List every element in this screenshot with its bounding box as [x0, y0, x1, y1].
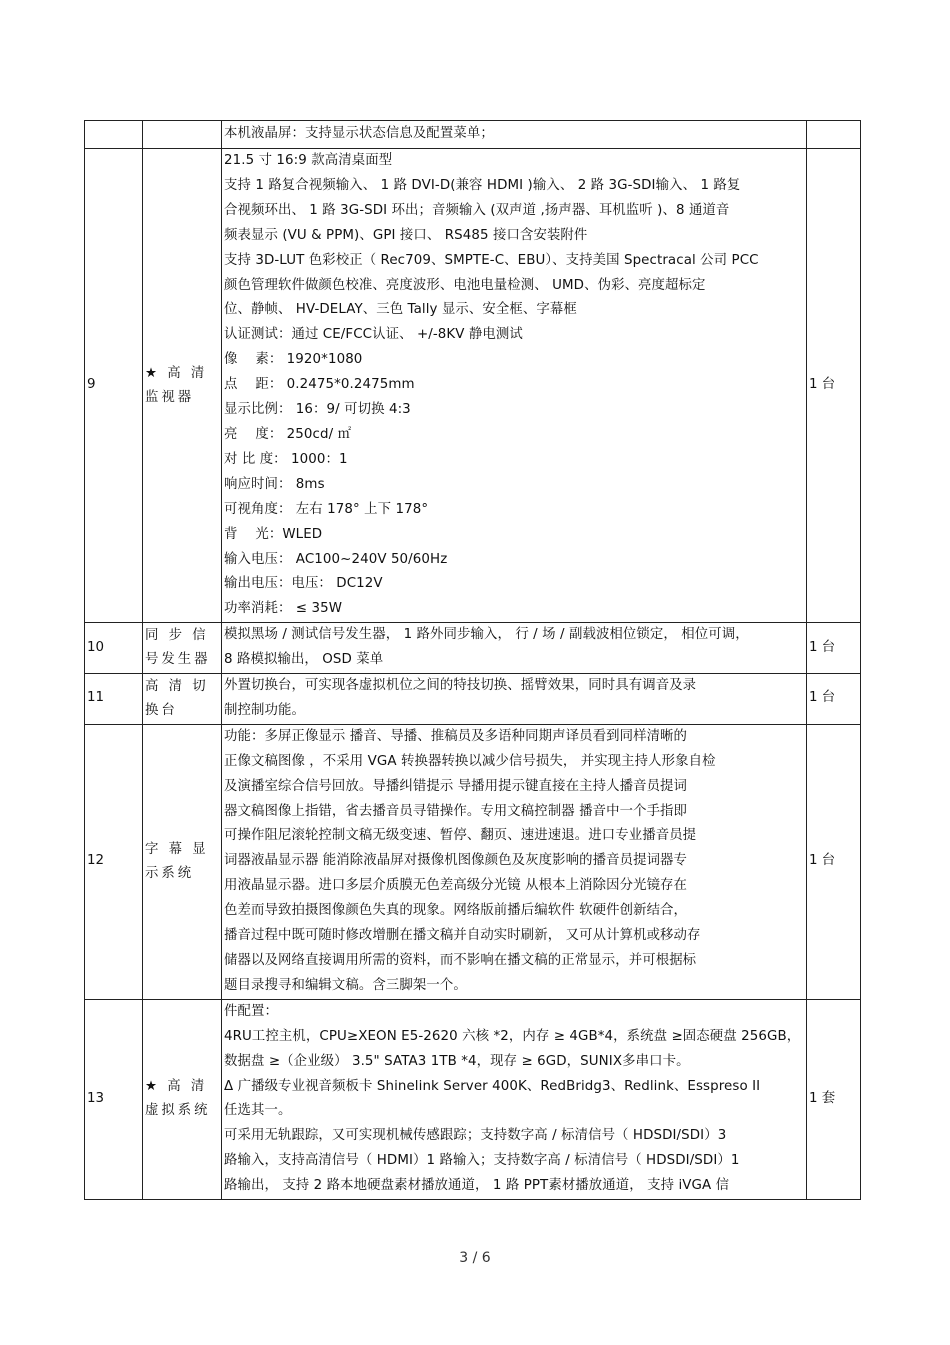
item-description	[222, 724, 807, 999]
item-number: 10	[85, 623, 143, 674]
description-line: 亮 度： 250cd/ ㎡	[224, 426, 352, 442]
item-name: 同 步 信 号发生器	[143, 623, 222, 674]
description-line: 题目录搜寻和编辑文稿。含三脚架一个。	[224, 977, 467, 993]
description-line: 支持 1 路复合视频输入、 1 路 DVI-D(兼容 HDMI )输入、 2 路 3G-SDI输入、 1 路复	[224, 177, 741, 193]
description-line: 任选其一。	[224, 1103, 292, 1119]
item-number: 11	[85, 674, 143, 725]
description-line: 本机液晶屏：支持显示状态信息及配置菜单；	[224, 126, 494, 142]
item-quantity: 1 台	[807, 724, 861, 999]
description-line: 支持 3D-LUT 色彩校正（ Rec709、SMPTE-C、EBU）、支持美国 Spectracal 公司 PCC	[224, 252, 759, 268]
description-line: 像 素： 1920*1080	[224, 352, 363, 368]
description-line: 合视频环出、 1 路 3G-SDI 环出；音频输入 (双声道 ,扬声器、耳机监听 )、8 通道音	[224, 202, 730, 218]
description-line: 显示比例： 16：9/ 可切换 4:3	[224, 402, 411, 418]
description-line: 正像文稿图像 ，不采用 VGA 转换器转换以减少信号损失， 并实现主持人形象自检	[224, 753, 716, 769]
description-line: 响应时间： 8ms	[224, 476, 325, 492]
table-row	[85, 121, 861, 149]
description-line: Δ 广播级专业视音频板卡 Shinelink Server 400K、RedBridg3、Redlink、Esspreso II	[224, 1078, 761, 1094]
item-description	[222, 674, 807, 725]
description-line: 可视角度： 左右 178° 上下 178°	[224, 501, 429, 517]
item-quantity	[807, 121, 861, 149]
item-quantity: 1 台	[807, 149, 861, 623]
description-line: 器文稿图像上指错，省去播音员寻错操作。专用文稿控制器 播音中一个手指即	[224, 803, 688, 819]
table-row	[85, 999, 861, 1199]
item-name: 字 幕 显 示系统	[143, 724, 222, 999]
table-row	[85, 623, 861, 674]
description-line: 功率消耗： ≤ 35W	[224, 601, 343, 617]
description-line: 背 光：WLED	[224, 526, 323, 542]
item-quantity: 1 台	[807, 623, 861, 674]
description-line: 路输入，支持高清信号（ HDMI）1 路输入；支持数字高 / 标清信号（ HDSDI/SDI）1	[224, 1153, 740, 1169]
description-line: 位、静帧、 HV-DELAY、三色 Tally 显示、安全框、字幕框	[224, 302, 577, 318]
description-line: 件配置：	[224, 1003, 278, 1019]
item-quantity: 1 套	[807, 999, 861, 1199]
item-quantity: 1 台	[807, 674, 861, 725]
description-line: 外置切换台，可实现各虚拟机位之间的特技切换、摇臂效果，同时具有调音及录	[224, 678, 697, 694]
description-line: 可操作阻尼滚轮控制文稿无级变速、暂停、翻页、速进速退。进口专业播音员提	[224, 828, 697, 844]
spec-sheet	[84, 120, 858, 1200]
item-name: ★ 高 清 监视器	[143, 149, 222, 623]
item-description	[222, 149, 807, 623]
description-line: 用液晶显示器。进口多层介质膜无色差高级分光镜 从根本上消除因分光镜存在	[224, 878, 688, 894]
table-row	[85, 674, 861, 725]
page-number: 3 / 6	[459, 1250, 491, 1266]
description-line: 输出电压：电压： DC12V	[224, 576, 383, 592]
description-line: 4RU工控主机，CPU≥XEON E5-2620 六核 *2，内存 ≥ 4GB*4，系统盘 ≥固态硬盘 256GB，	[224, 1028, 801, 1044]
description-line: 点 距： 0.2475*0.2475mm	[224, 377, 415, 393]
description-line: 可采用无轨跟踪，又可实现机械传感跟踪；支持数字高 / 标清信号（ HDSDI/SDI）3	[224, 1128, 727, 1144]
item-number: 13	[85, 999, 143, 1199]
item-number: 12	[85, 724, 143, 999]
table-row	[85, 149, 861, 623]
description-line: 及演播室综合信号回放。导播纠错提示 导播用提示键直接在主持人播音员提词	[224, 778, 688, 794]
item-description	[222, 623, 807, 674]
description-line: 播音过程中既可随时修改增删在播文稿并自动实时刷新， 又可从计算机或移动存	[224, 928, 701, 944]
description-line: 路输出， 支持 2 路本地硬盘素材播放通道， 1 路 PPT素材播放通道， 支持 iVGA 信	[224, 1178, 730, 1194]
equipment-table	[84, 120, 861, 1200]
description-line: 21.5 寸 16:9 款高清桌面型	[224, 153, 393, 168]
table-row	[85, 724, 861, 999]
description-line: 频表显示 (VU & PPM)、GPI 接口、 RS485 接口含安装附件	[224, 227, 588, 243]
item-number	[85, 121, 143, 149]
description-line: 色差而导致拍摄图像颜色失真的现象。网络版前播后编软件 软硬件创新结合，	[224, 903, 688, 919]
description-line: 数据盘 ≥（企业级） 3.5" SATA3 1TB *4，现存 ≥ 6GD，SUNIX多串口卡。	[224, 1053, 690, 1069]
description-line: 认证测试：通过 CE/FCC认证、 +/-8KV 静电测试	[224, 327, 523, 343]
description-line: 8 路模拟输出， OSD 菜单	[224, 652, 384, 668]
description-line: 颜色管理软件做颜色校准、亮度波形、电池电量检测、 UMD、伪彩、亮度超标定	[224, 277, 706, 293]
item-name: 高 清 切 换台	[143, 674, 222, 725]
item-description	[222, 121, 807, 149]
item-name: ★ 高 清 虚拟系统	[143, 999, 222, 1199]
description-line: 制控制功能。	[224, 702, 305, 718]
description-line: 功能：多屏正像显示 播音、导播、推稿员及多语种同期声译员看到同样清晰的	[224, 728, 688, 744]
description-line: 词器液晶显示器 能消除液晶屏对摄像机图像颜色及灰度影响的播音员提词器专	[224, 853, 688, 869]
item-number: 9	[85, 149, 143, 623]
description-line: 模拟黑场 / 测试信号发生器， 1 路外同步输入， 行 / 场 / 副载波相位锁定， 相位可调，	[224, 627, 749, 643]
item-name	[143, 121, 222, 149]
description-line: 对 比 度： 1000：1	[224, 451, 348, 467]
description-line: 输入电压： AC100~240V 50/60Hz	[224, 551, 448, 567]
item-description	[222, 999, 807, 1199]
description-line: 储器以及网络直接调用所需的资料，而不影响在播文稿的正常显示，并可根据标	[224, 953, 697, 968]
